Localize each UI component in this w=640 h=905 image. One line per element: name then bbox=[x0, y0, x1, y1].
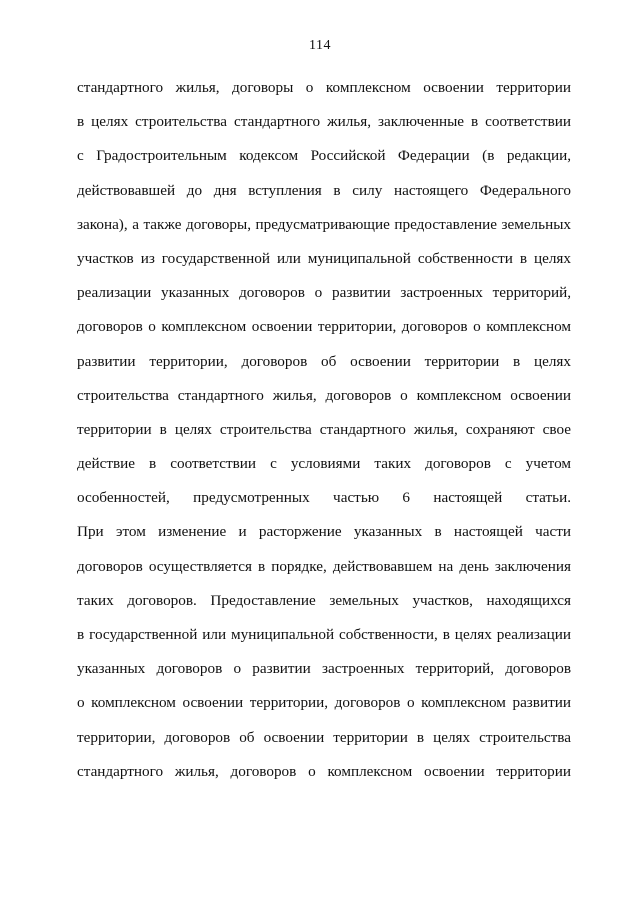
text-line: закона), а также договоры, предусматривающие предоставление земельных bbox=[77, 215, 571, 233]
text-line: территории в целях строительства стандартного жилья, сохраняют свое bbox=[77, 420, 571, 438]
text-line: указанных договоров о развитии застроенных территорий, договоров bbox=[77, 660, 571, 678]
text-line: о комплексном освоении территории, договоров о комплексном развитии bbox=[77, 694, 571, 712]
text-line: развитии территории, договоров об освоении территории в целях bbox=[77, 352, 571, 370]
text-line: территории, договоров об освоении территории в целях строительства bbox=[77, 728, 571, 746]
text-line: таких договоров. Предоставление земельных участков, находящихся bbox=[77, 591, 571, 609]
text-line: реализации указанных договоров о развитии застроенных территорий, bbox=[77, 284, 571, 302]
text-line: При этом изменение и расторжение указанных в настоящей части bbox=[77, 523, 571, 541]
text-line: в государственной или муниципальной собственности, в целях реализации bbox=[77, 626, 571, 643]
text-line: действие в соответствии с условиями таких договоров с учетом bbox=[77, 455, 571, 473]
text-line: стандартного жилья, договоры о комплексном освоении территории bbox=[77, 79, 571, 96]
body-text bbox=[77, 76, 571, 794]
text-line: действовавшей до дня вступления в силу настоящего Федерального bbox=[77, 181, 571, 199]
text-line: участков из государственной или муниципальной собственности в целях bbox=[77, 249, 571, 267]
page-number: 114 bbox=[309, 38, 331, 53]
text-line: особенностей, предусмотренных частью 6 настоящей статьи. bbox=[77, 489, 571, 507]
text-line: договоров о комплексном освоении территории, договоров о комплексном bbox=[77, 318, 571, 336]
text-line: с Градостроительным кодексом Российской Федерации (в редакции, bbox=[77, 147, 571, 165]
text-line: договоров осуществляется в порядке, действовавшем на день заключения bbox=[77, 557, 571, 575]
text-line: стандартного жилья, договоров о комплексном освоении территории bbox=[77, 762, 571, 780]
text-line: в целях строительства стандартного жилья, заключенные в соответствии bbox=[77, 113, 571, 131]
text-line: строительства стандартного жилья, договоров о комплексном освоении bbox=[77, 386, 571, 404]
